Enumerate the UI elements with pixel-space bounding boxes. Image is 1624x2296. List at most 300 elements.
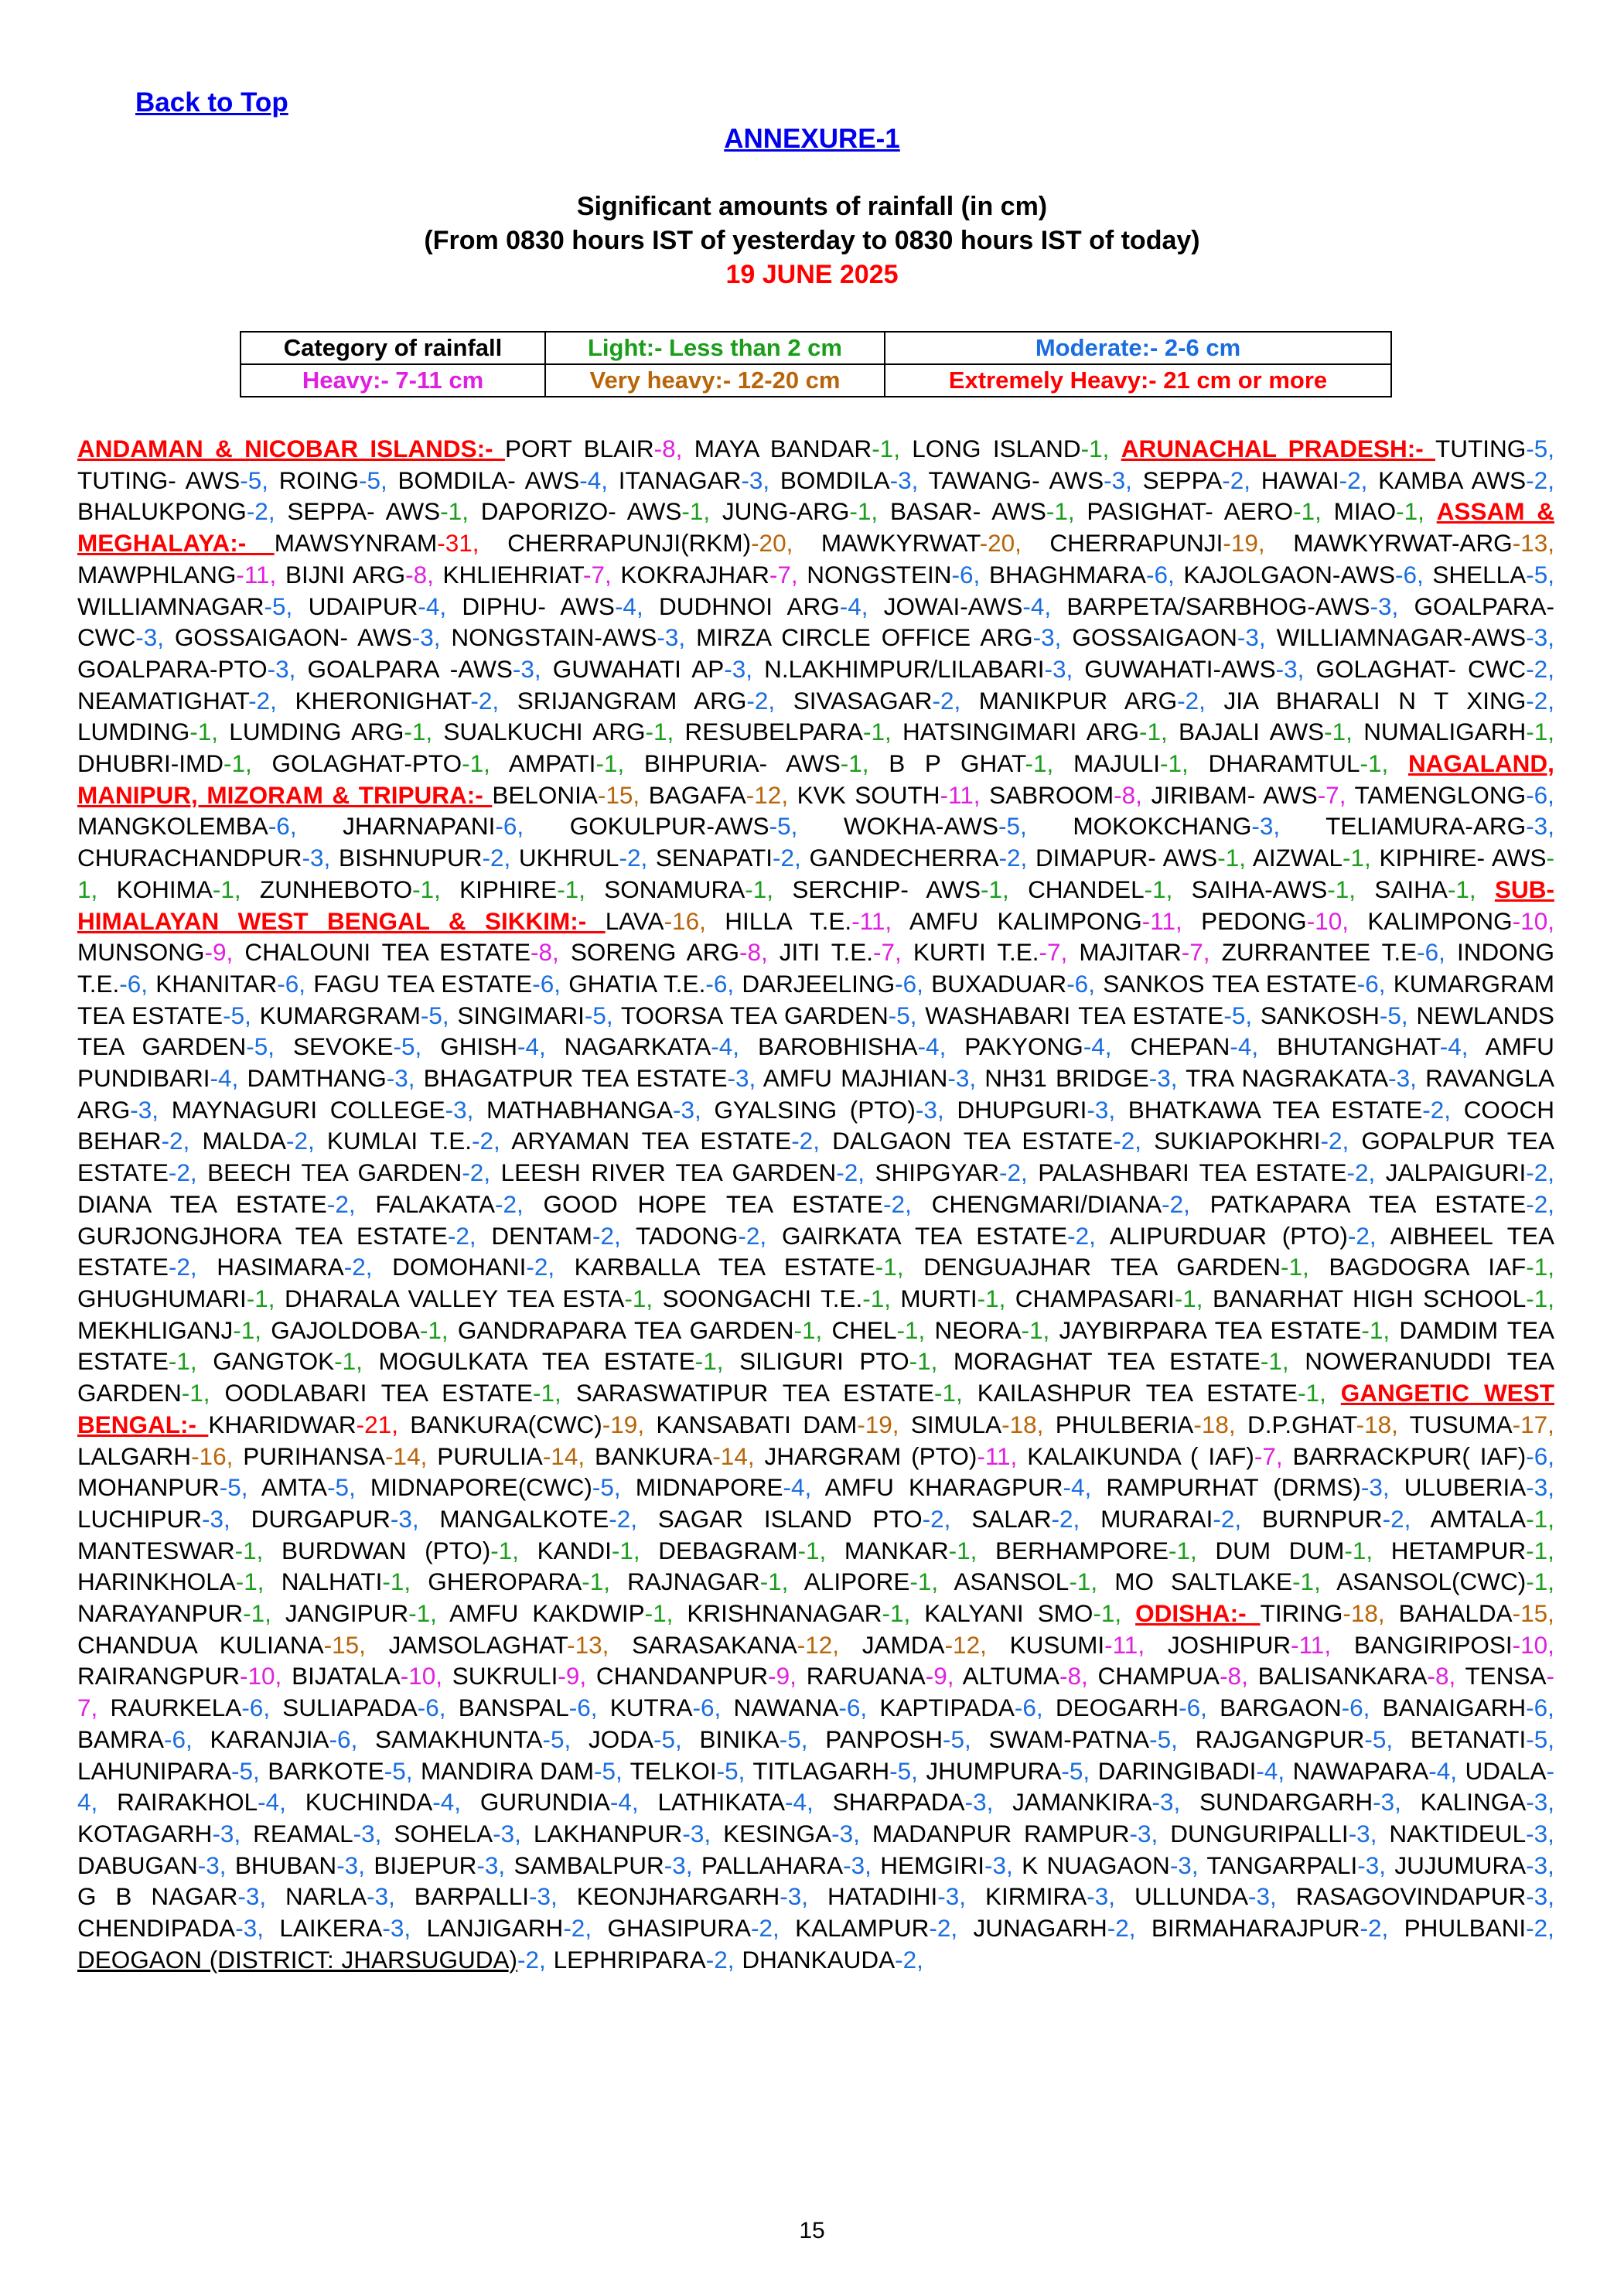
station-entry: [1253, 844, 1371, 872]
station-rainfall-value: -2,: [1526, 1158, 1554, 1187]
station-name: MAWKYRWAT-ARG: [1293, 529, 1513, 558]
station-entry: [1293, 1442, 1554, 1470]
station-name: DHUBRI-IMD: [77, 749, 223, 778]
station-name: TAWANG- AWS: [928, 466, 1104, 494]
station-name: DHARAMTUL: [1208, 749, 1360, 778]
station-entry: [722, 497, 878, 525]
station-entry: [313, 970, 561, 998]
station-name: AMTALA: [1430, 1504, 1527, 1533]
station-rainfall-value: -1,: [875, 1253, 904, 1281]
station-rainfall-value: -18,: [1356, 1410, 1398, 1438]
station-name: SARASWATIPUR TEA ESTATE: [575, 1379, 935, 1407]
station-name: NAGARKATA: [564, 1032, 711, 1061]
station-name: INDONG T.E.: [77, 938, 1554, 998]
station-name: SINGIMARI: [457, 1001, 585, 1029]
station-rainfall-value: -12,: [745, 780, 789, 809]
station-rainfall-value: -2,: [1213, 1504, 1242, 1533]
station-entry: [765, 1442, 1018, 1470]
station-name: GOLAGHAT- CWC: [1315, 654, 1527, 683]
station-entry: [1199, 1788, 1401, 1816]
station-rainfall-value: -5,: [592, 1473, 621, 1502]
station-name: GUWAHATI-AWS: [1084, 654, 1276, 683]
station-rainfall-value: -5,: [779, 1725, 808, 1753]
station-name: DIMAPUR- AWS: [1035, 844, 1218, 872]
station-entry: [501, 1158, 865, 1186]
station-entry: [452, 1662, 586, 1690]
station-name: BUXADUAR: [931, 969, 1067, 998]
station-rainfall-value: -6,: [1526, 1441, 1554, 1470]
station-name: TELKOI: [629, 1756, 717, 1785]
station-rainfall-value: -1,: [1360, 749, 1389, 778]
station-rainfall-value: -3,: [1357, 1851, 1387, 1879]
station-entry: [880, 1851, 1013, 1879]
station-name: LAIKERA: [279, 1914, 383, 1943]
station-rainfall-value: -1,: [412, 875, 441, 903]
station-name: MOGULKATA TEA ESTATE: [378, 1347, 695, 1376]
station-rainfall-value: -2,: [494, 1189, 524, 1218]
station-name: NOWERANUDDI TEA GARDEN: [77, 1347, 1554, 1407]
station-rainfall-value: -4,: [1428, 1756, 1457, 1785]
station-entry: [862, 1631, 987, 1659]
station-entry: [1378, 466, 1554, 494]
station-name: GANGTOK: [213, 1347, 335, 1376]
station-name: BAJALI AWS: [1179, 718, 1325, 746]
station-entry: [77, 1946, 546, 1974]
station-rainfall-value: -11,: [1291, 1630, 1332, 1659]
station-entry: [253, 1820, 381, 1847]
station-entry: [77, 1284, 275, 1312]
station-name: BASAR- AWS: [889, 497, 1046, 526]
station-entry: [459, 1694, 598, 1721]
station-name: SILIGURI PTO: [739, 1347, 909, 1376]
station-entry: [260, 1001, 449, 1029]
station-name: NH31 BRIDGE: [984, 1064, 1149, 1093]
station-entry: [971, 1505, 1080, 1533]
station-name: RAIRANGPUR: [77, 1662, 241, 1690]
station-name: MAWSYNRAM: [274, 529, 438, 558]
station-name: MATHABHANGA: [486, 1095, 673, 1124]
station-rainfall-value: -3,: [237, 1882, 267, 1911]
station-name: JUNAGARH: [973, 1914, 1107, 1943]
station-rainfall-value: -6,: [895, 969, 923, 998]
station-name: SANKOS TEA ESTATE: [1103, 969, 1357, 998]
station-entry: [1293, 1757, 1457, 1785]
station-entry: [271, 749, 490, 777]
station-name: TENSA: [1465, 1662, 1547, 1690]
station-entry: [604, 875, 773, 903]
station-name: BOMDILA: [780, 466, 890, 494]
station-entry: [656, 844, 801, 872]
station-rainfall-value: -2,: [246, 497, 275, 526]
station-name: ITANAGAR: [618, 466, 742, 494]
station-entry: [511, 1127, 820, 1155]
station-rainfall-value: -11,: [977, 1441, 1018, 1470]
station-name: GHEROPARA: [428, 1568, 582, 1596]
station-name: NUMALIGARH: [1363, 718, 1527, 746]
station-rainfall-value: -2,: [791, 1127, 820, 1155]
station-entry: [701, 1851, 872, 1879]
station-rainfall-value: -2,: [1360, 1914, 1389, 1943]
station-entry: [77, 812, 297, 840]
station-rainfall-value: -2,: [883, 1189, 912, 1218]
station-entry: [428, 1568, 610, 1595]
station-name: KUSUMI: [1009, 1630, 1105, 1659]
station-name: DIANA TEA ESTATE: [77, 1189, 327, 1218]
station-rainfall-value: -5,: [1061, 1756, 1090, 1785]
station-rainfall-value: -2,: [1422, 1095, 1452, 1124]
station-entry: [1247, 1411, 1398, 1438]
station-name: ZURRANTEE T.E: [1221, 938, 1418, 967]
station-name: DURGAPUR: [251, 1504, 391, 1533]
station-entry: [1386, 1158, 1554, 1186]
station-name: SRIJANGRAM ARG: [517, 686, 747, 715]
station-entry: [1435, 435, 1554, 462]
station-rainfall-value: -1,: [793, 1315, 823, 1344]
station-rainfall-value: -1,: [1217, 844, 1246, 872]
station-entry: [565, 1032, 739, 1060]
station-name: JAMDA: [861, 1630, 945, 1659]
station-entry: [77, 749, 252, 777]
station-rainfall-value: -2,: [1113, 1127, 1142, 1155]
station-entry: [327, 1127, 500, 1155]
station-entry: [844, 812, 1027, 840]
station-rainfall-value: -3,: [1032, 623, 1062, 652]
station-entry: [1277, 1032, 1468, 1060]
station-rainfall-value: -3,: [964, 1788, 994, 1817]
station-name: BARPALLI: [414, 1882, 530, 1911]
station-name: CHERRAPUNJI(RKM): [507, 529, 752, 558]
station-entry: [443, 718, 674, 745]
station-entry: [1196, 1725, 1394, 1753]
station-rainfall-value: -2,: [922, 1504, 951, 1533]
station-rainfall-value: -5,: [1526, 435, 1554, 462]
station-name: DAMDIM TEA ESTATE: [77, 1315, 1554, 1376]
station-rainfall-value: -11,: [1141, 906, 1182, 935]
station-rainfall-value: -2,: [447, 1221, 476, 1250]
station-name: GUWAHATI AP: [552, 654, 725, 683]
station-rainfall-value: -3,: [1148, 1064, 1178, 1093]
station-name: GANDRAPARA TEA GARDEN: [457, 1315, 794, 1344]
station-rainfall-value: -1,: [246, 1284, 275, 1312]
station-entry: [979, 687, 1206, 715]
station-entry: [457, 1001, 612, 1029]
station-name: KHANITAR: [155, 969, 278, 998]
station-name: KURTI T.E.: [913, 938, 1039, 967]
station-entry: [911, 1411, 1044, 1438]
station-rainfall-value: -6,: [329, 1725, 358, 1753]
station-entry: [427, 1914, 592, 1942]
station-rainfall-value: -2,: [609, 1504, 637, 1533]
station-name: CHEPAN: [1130, 1032, 1230, 1061]
station-entry: [606, 907, 706, 935]
station-rainfall-value: -2,: [1051, 1504, 1080, 1533]
station-entry: [544, 1190, 912, 1218]
station-rainfall-value: -3,: [1360, 1473, 1390, 1502]
station-entry: [77, 718, 218, 745]
station-rainfall-value: -8,: [1059, 1662, 1088, 1690]
station-entry: [1210, 1190, 1554, 1218]
station-entry: [1056, 1411, 1236, 1438]
station-entry: [809, 844, 1027, 872]
station-rainfall-value: -2,: [1346, 1158, 1376, 1187]
station-name: BEECH TEA GARDEN: [207, 1158, 462, 1187]
station-entry: [630, 1757, 745, 1785]
station-rainfall-value: -1,: [745, 875, 774, 903]
station-entry: [793, 687, 961, 715]
station-name: MORAGHAT TEA ESTATE: [953, 1347, 1261, 1376]
station-name: GANDECHERRA: [809, 844, 999, 872]
station-entry: [620, 561, 797, 588]
station-rainfall-value: -1,: [1324, 718, 1353, 746]
station-name: ALIPORE: [803, 1568, 910, 1596]
station-name: LATHIKATA: [657, 1788, 786, 1817]
station-rainfall-value: -3,: [1087, 1095, 1116, 1124]
station-rainfall-value: -3,: [476, 1851, 506, 1879]
station-name: NAKTIDEUL: [1389, 1819, 1527, 1847]
station-name: NAWAPARA: [1292, 1756, 1429, 1785]
station-entry: [1084, 655, 1304, 683]
station-rainfall-value: -5,: [584, 1001, 613, 1029]
station-name: JITI T.E.: [779, 938, 874, 967]
station-entry: [995, 1537, 1197, 1564]
station-entry: [957, 1096, 1115, 1124]
station-rainfall-value: -10,: [400, 1662, 443, 1690]
station-entry: [912, 435, 1109, 462]
station-entry: [725, 907, 892, 935]
station-entry: [77, 1757, 260, 1785]
station-name: AMFU KHARAGPUR: [824, 1473, 1063, 1502]
station-rainfall-value: -20,: [751, 529, 793, 558]
station-entry: [1170, 1820, 1377, 1847]
station-rainfall-value: -1,: [189, 718, 219, 746]
station-name: SEVOKE: [292, 1032, 394, 1061]
station-entry: [1049, 529, 1264, 557]
station-name: MANGKOLEMBA: [77, 812, 268, 841]
station-name: LONG ISLAND: [912, 435, 1081, 462]
station-name: SEPPA: [1142, 466, 1223, 494]
station-entry: [988, 1725, 1177, 1753]
station-name: ZUNHEBOTO: [259, 875, 413, 903]
category-header: Category of rainfall: [241, 332, 545, 364]
station-name: BHUTANGHAT: [1277, 1032, 1440, 1061]
station-name: DHUPGURI: [957, 1095, 1087, 1124]
station-name: BETANATI: [1410, 1725, 1527, 1753]
station-rainfall-value: -4,: [418, 592, 447, 620]
station-name: SHELLA: [1432, 560, 1527, 588]
station-entry: [440, 1032, 546, 1060]
station-name: SAMAKHUNTA: [375, 1725, 543, 1753]
station-rainfall-value: -4,: [210, 1064, 239, 1093]
station-name: MOKOKCHANG: [1073, 812, 1252, 841]
station-name: KUMLAI T.E.: [326, 1127, 473, 1155]
station-entry: [243, 1442, 427, 1470]
station-name: MAJULI: [1073, 749, 1160, 778]
page-number: 15: [799, 2218, 825, 2243]
station-rainfall-value: -1,: [934, 1379, 963, 1407]
annexure-title[interactable]: ANNEXURE-1: [724, 124, 900, 154]
station-rainfall-value: -3,: [843, 1851, 872, 1879]
station-rainfall-value: -4,: [1230, 1032, 1259, 1061]
station-rainfall-value: -2,: [929, 1914, 958, 1943]
station-rainfall-value: -3,: [1129, 1819, 1158, 1847]
station-name: BARPETA/SARBHOG-AWS: [1066, 592, 1370, 620]
station-entry: [1325, 812, 1554, 840]
station-name: MURARAI: [1100, 1504, 1213, 1533]
station-name: TELIAMURA-ARG: [1325, 812, 1527, 841]
station-rainfall-value: -5,: [230, 1756, 260, 1785]
station-name: JIRIBAM- AWS: [1151, 780, 1318, 809]
station-name: KOTAGARH: [77, 1819, 213, 1847]
station-name: DALGAON TEA ESTATE: [832, 1127, 1114, 1155]
station-entry: [343, 812, 524, 840]
station-rainfall-value: -4,: [517, 1032, 546, 1061]
station-rainfall-value: -8,: [1427, 1662, 1456, 1690]
station-name: GOPALPUR TEA ESTATE: [77, 1127, 1554, 1187]
station-name: BIRMAHARAJPUR: [1151, 1914, 1360, 1943]
station-rainfall-value: -1,: [243, 1599, 271, 1628]
station-rainfall-value: -3,: [672, 1095, 701, 1124]
category-moderate: Moderate:- 2-6 cm: [885, 332, 1391, 364]
station-name: PANPOSH: [825, 1725, 943, 1753]
station-name: AIBHEEL TEA ESTATE: [77, 1221, 1554, 1281]
station-entry: [1106, 1473, 1389, 1501]
station-name: KAJOLGAON-AWS: [1183, 560, 1395, 588]
station-entry: [963, 1662, 1088, 1690]
back-to-top-link[interactable]: Back to Top: [135, 87, 288, 118]
station-name: JAYBIRPARA TEA ESTATE: [1059, 1315, 1362, 1344]
station-entry: [77, 655, 295, 683]
station-entry: [519, 844, 647, 872]
station-rainfall-value: -1,: [1260, 1347, 1289, 1376]
station-entry: [175, 623, 441, 651]
station-name: RAVANGLA ARG: [77, 1064, 1554, 1124]
station-name: GOKULPUR-AWS: [569, 812, 769, 841]
station-entry: [375, 1190, 523, 1218]
station-name: MEKHLIGANJ: [77, 1315, 234, 1344]
station-entry: [696, 623, 1061, 651]
station-entry: [752, 1757, 918, 1785]
station-name: TIRING: [1260, 1599, 1343, 1628]
station-name: MAYNAGURI COLLEGE: [171, 1095, 445, 1124]
station-entry: [1215, 1537, 1373, 1564]
station-rainfall-value: -6,: [1014, 1694, 1043, 1722]
station-name: BAMRA: [77, 1725, 165, 1753]
station-rainfall-value: -3,: [657, 623, 686, 652]
station-rainfall-value: -17,: [1512, 1410, 1554, 1438]
station-rainfall-value: -3,: [1526, 1473, 1554, 1502]
station-rainfall-value: -9,: [925, 1662, 954, 1690]
station-entry: [575, 1253, 904, 1281]
station-rainfall-value: -2,: [1526, 1189, 1554, 1218]
station-name: RAJNAGAR: [627, 1568, 760, 1596]
station-rainfall-value: -3,: [390, 1504, 419, 1533]
station-entry: [1262, 1505, 1411, 1533]
station-entry: [1087, 497, 1321, 525]
station-entry: [1186, 1064, 1417, 1092]
station-name: LUMDING: [77, 718, 190, 746]
station-entry: [807, 1662, 954, 1690]
station-entry: [1027, 1442, 1282, 1470]
station-rainfall-value: -1,: [490, 1536, 520, 1564]
station-name: GOSSAIGAON: [1072, 623, 1237, 652]
station-entry: [1399, 1599, 1554, 1627]
region-heading: ODISHA:-: [1135, 1599, 1261, 1628]
station-rainfall-value: -1,: [382, 1568, 411, 1596]
station-rainfall-value: -3,: [984, 1851, 1013, 1879]
station-rainfall-value: -3,: [1237, 623, 1266, 652]
station-rainfall-value: -5,: [264, 592, 293, 620]
station-name: RESUBELPARA: [684, 718, 863, 746]
station-entry: [439, 1505, 637, 1533]
station-entry: [77, 1505, 230, 1533]
station-name: TOORSA TEA GARDEN: [620, 1001, 889, 1029]
station-rainfall-value: -11,: [851, 906, 892, 935]
station-rainfall-value: -3,: [889, 466, 919, 494]
station-name: AMPATI: [508, 749, 596, 778]
station-name: CHURACHANDPUR: [77, 844, 302, 872]
station-rainfall-value: -2,: [168, 1158, 197, 1187]
station-rainfall-value: -8,: [1114, 780, 1142, 809]
station-rainfall-value: -5,: [1526, 1725, 1554, 1753]
station-entry: [699, 1725, 807, 1753]
station-entry: [285, 1882, 395, 1910]
station-name: PALASHBARI TEA ESTATE: [1038, 1158, 1347, 1187]
station-entry: [1277, 623, 1554, 651]
station-name: MAYA BANDAR: [694, 435, 872, 462]
station-entry: [554, 1946, 735, 1974]
station-entry: [658, 1505, 951, 1533]
station-rainfall-value: -3,: [1526, 1851, 1554, 1879]
station-name: CHENDIPADA: [77, 1914, 236, 1943]
station-name: SALAR: [971, 1504, 1052, 1533]
station-entry: [827, 1882, 966, 1910]
station-rainfall-value: -1,: [533, 1379, 561, 1407]
station-rainfall-value: -2,: [746, 686, 776, 715]
station-entry: [370, 1473, 621, 1501]
station-rainfall-value: -2,: [161, 1127, 190, 1155]
station-entry: [77, 1568, 264, 1595]
station-rainfall-value: -5,: [393, 1032, 422, 1061]
station-name: KUCHINDA: [305, 1788, 433, 1817]
station-rainfall-value: -11,: [1104, 1630, 1145, 1659]
station-entry: [389, 1631, 609, 1659]
station-name: ALIPURDUAR (PTO): [1109, 1221, 1348, 1250]
heading-line-2: (From 0830 hours IST of yesterday to 0830 hours IST of today): [424, 226, 1200, 255]
station-entry: [656, 1411, 899, 1438]
station-entry: [235, 1851, 365, 1879]
station-entry: [795, 1914, 957, 1942]
station-rainfall-value: -8,: [531, 938, 559, 967]
station-entry: [627, 1568, 788, 1595]
station-name: KHARIDWAR: [208, 1410, 357, 1438]
station-entry: [1404, 1473, 1554, 1501]
region-heading: GANGETIC WEST BENGAL:-: [77, 1379, 1554, 1438]
station-rainfall-value: -5,: [653, 1725, 682, 1753]
station-entry: [77, 1882, 266, 1910]
station-entry: [879, 1694, 1042, 1721]
station-entry: [1367, 907, 1554, 935]
station-entry: [442, 561, 611, 588]
station-rainfall-value: -15,: [1512, 1599, 1554, 1628]
station-name: SIVASAGAR: [793, 686, 933, 715]
station-name: JIA BHARALI N T XING: [1223, 686, 1527, 715]
station-rainfall-value: -4,: [77, 1756, 1554, 1817]
station-entry: [449, 1599, 673, 1627]
station-rainfall-value: -2,: [248, 686, 277, 715]
station-name: GOALPARA-PTO: [77, 654, 268, 683]
station-rainfall-value: -3,: [1247, 1882, 1277, 1911]
station-entry: [77, 1473, 248, 1501]
